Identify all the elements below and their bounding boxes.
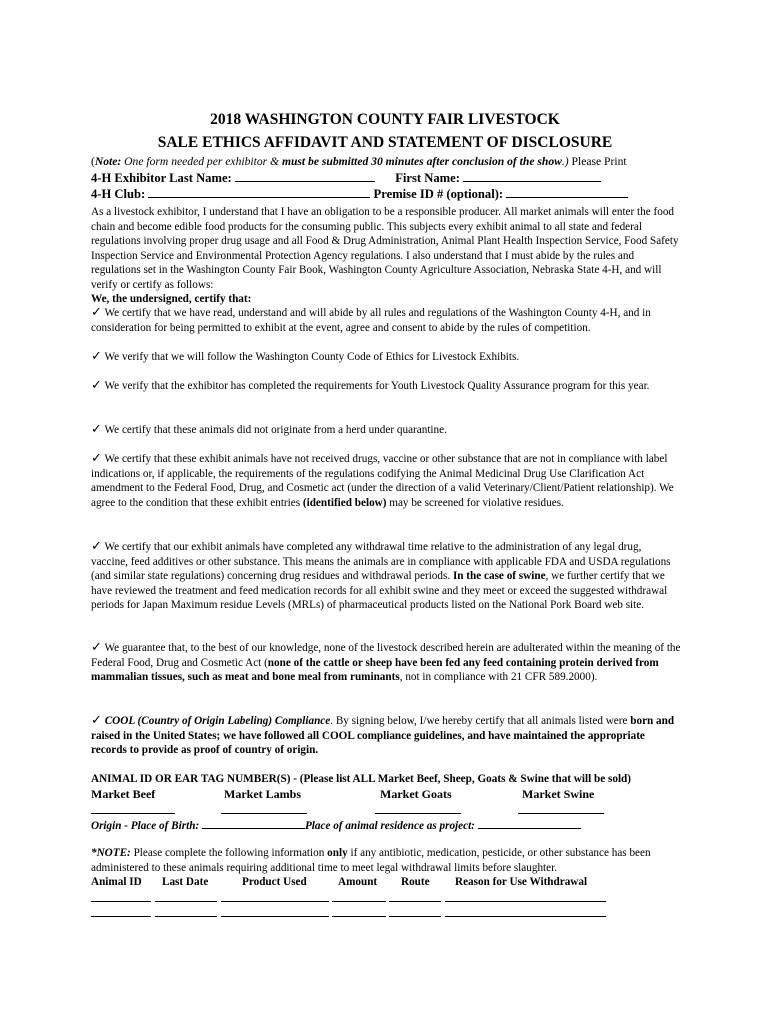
note-open-paren: (: [91, 155, 95, 168]
row1-route-field[interactable]: [389, 901, 441, 902]
checkmark-icon: ✓: [91, 305, 102, 320]
row1-product-field[interactable]: [221, 901, 329, 902]
header-amount: Amount: [338, 876, 378, 888]
item-code-of-ethics: [91, 350, 681, 365]
note-close-paren: .): [561, 155, 569, 168]
note-2-only: only: [327, 847, 348, 859]
club-field[interactable]: [148, 186, 370, 198]
note-deadline: must be submitted 30 minutes after conclusion of the show: [281, 155, 562, 168]
header-product-used: Product Used: [242, 876, 307, 888]
note-label: Note:: [94, 155, 122, 168]
market-beef-field[interactable]: [91, 813, 175, 814]
item-cool-compliance: [91, 714, 681, 758]
note-line: [91, 155, 627, 170]
item-adulteration: [91, 641, 681, 685]
row2-animal-id-field[interactable]: [91, 916, 151, 917]
birth-place-label: Origin - Place of Birth:: [91, 820, 200, 832]
residence-label: Place of animal residence as project:: [304, 820, 475, 832]
item-text-bold: In the case of swine: [452, 570, 546, 583]
market-swine-field[interactable]: [518, 813, 604, 814]
note-2-text-end: if any antibiotic, medication, pesticide, or other substance has been administered to these animals requiring additional time to meet legal withdrawal limits before slaughter.: [91, 847, 651, 874]
row2-amount-field[interactable]: [332, 916, 386, 917]
row2-last-date-field[interactable]: [155, 916, 217, 917]
market-goats-label: Market Goats: [380, 787, 452, 801]
club-row: [91, 186, 628, 202]
note-please-print: Please Print: [568, 155, 627, 168]
last-name-field[interactable]: [235, 170, 375, 182]
market-lambs-label: Market Lambs: [224, 787, 301, 801]
item-drug-compliance: [91, 452, 681, 510]
form-title-line-2: SALE ETHICS AFFIDAVIT AND STATEMENT OF DISCLOSURE: [157, 134, 613, 151]
residence-field[interactable]: [478, 817, 581, 829]
header-reason: Reason for Use Withdrawal: [455, 876, 588, 888]
row2-route-field[interactable]: [389, 916, 441, 917]
market-goats-field[interactable]: [375, 813, 461, 814]
item-rules-agreement: [91, 306, 681, 335]
header-last-date: Last Date: [162, 876, 209, 888]
animal-id-heading: ANIMAL ID OR EAR TAG NUMBER(S) - (Please list ALL Market Beef, Sheep, Goats & Swine that will be sold): [91, 773, 631, 785]
item-text: We certify that these animals did not originate from a herd under quarantine.: [104, 424, 447, 436]
premise-id-label: Premise ID # (optional):: [373, 187, 504, 201]
header-route: Route: [401, 876, 430, 888]
note-2: [91, 846, 681, 875]
intro-paragraph: As a livestock exhibitor, I understand that I have an obligation to be a responsible producer. All market animals will enter the food chain and become edible food products for the consuming public. This subjects every exhibit animal to all state and federal regulations involving proper drug usage and all Food & Drug Administration, Animal Plant Health Inspection Service, Food Safety Inspection Service and Environmental Protection Agency regulations. I also understand that I must abide by the rules and regulations set in the Washington County Fair Book, Washington County Agriculture Association, Nebraska State 4-H, and will verify or certify as follows:: [91, 206, 679, 291]
item-text-end: , we further certify that we have reviewed the treatment and feed medication records for all exhibit swine and they meet or exceed the suggested withdrawal periods for Japan Maximum residue Levels (MRLs) of pharmaceutical products listed on the National Pork Board web site.: [91, 570, 668, 612]
item-text: We certify that we have read, understand and will abide by all rules and regulations of the Washington County 4-H, and in consideration for being permitted to exhibit at the event, agree and consent to abide by the rules of competition.: [91, 307, 651, 334]
row2-reason-field[interactable]: [445, 916, 606, 917]
checkmark-icon: ✓: [91, 422, 102, 437]
item-text: . By signing below, I/we hereby certify that all animals listed were: [330, 715, 631, 727]
item-text-bold-italic: COOL (Country of Origin Labeling) Compliance: [104, 715, 331, 727]
row1-amount-field[interactable]: [332, 901, 386, 902]
exhibitor-name-row: [91, 170, 601, 186]
market-swine-label: Market Swine: [522, 787, 595, 801]
last-name-label: 4-H Exhibitor Last Name:: [91, 171, 232, 185]
item-text-bold: none of the cattle or sheep have been fed any feed containing protein derived from mammalian tissues, such as meat and bone meal from ruminants: [91, 656, 659, 684]
note-2-label: *NOTE:: [91, 847, 131, 859]
checkmark-icon: ✓: [91, 378, 102, 393]
item-text: We certify that these exhibit animals have not received drugs, vaccine or other substance that are not in compliance with label indications or, if applicable, the requirements of the regulations codifying the Animal Medicinal Drug Use Clarification Act amendment to the Federal Food, Drug, and Cosmetic act (under the direction of a valid Veterinary/Client/Patient relationship). We agree to the condition that these exhibit entries: [91, 453, 674, 509]
checkmark-icon: ✓: [91, 539, 102, 554]
checkmark-icon: ✓: [91, 640, 102, 655]
form-title-line-1: 2018 WASHINGTON COUNTY FAIR LIVESTOCK: [210, 111, 560, 128]
item-text: We verify that we will follow the Washington County Code of Ethics for Livestock Exhibits.: [104, 351, 520, 363]
item-withdrawal-time: [91, 540, 681, 613]
item-text-bold: born and raised in the United States; we have followed all COOL compliance guidelines, and have maintained the appropriate records to provide as proof of country of origin.: [91, 715, 675, 757]
row1-animal-id-field[interactable]: [91, 901, 151, 902]
row1-reason-field[interactable]: [445, 901, 606, 902]
header-animal-id: Animal ID: [91, 876, 142, 888]
note-text: One form needed per exhibitor &: [121, 155, 282, 168]
club-label: 4-H Club:: [91, 187, 146, 201]
premise-id-field[interactable]: [506, 186, 628, 198]
item-text: We verify that the exhibitor has completed the requirements for Youth Livestock Quality Assurance program for this year.: [104, 380, 650, 392]
birth-place-field[interactable]: [202, 817, 305, 829]
first-name-field[interactable]: [463, 170, 601, 182]
row2-product-field[interactable]: [221, 916, 329, 917]
note-2-text: Please complete the following information: [130, 847, 328, 859]
row1-last-date-field[interactable]: [155, 901, 217, 902]
checkmark-icon: ✓: [91, 451, 102, 466]
first-name-label: First Name:: [395, 171, 460, 185]
origin-row: [91, 817, 581, 834]
item-text-bold: (identified below): [302, 496, 387, 509]
item-text: We guarantee that, to the best of our knowledge, none of the livestock described herein are adulterated within the meaning of the Federal Food, Drug and Cosmetic Act (: [91, 642, 681, 669]
checkmark-icon: ✓: [91, 713, 102, 728]
item-quality-assurance: [91, 379, 681, 394]
market-lambs-field[interactable]: [221, 813, 307, 814]
item-quarantine: [91, 423, 681, 438]
item-text-end: may be screened for violative residues.: [386, 496, 564, 509]
market-beef-label: Market Beef: [91, 787, 156, 801]
item-text: We certify that our exhibit animals have completed any withdrawal time relative to the administration of any legal drug, vaccine, feed additives or other substance. This means the animals are in compliance with applicable FDA and USDA regulations (and similar state regulations) concerning drug residues and withdrawal periods.: [91, 541, 671, 583]
item-text-end: , not in compliance with 21 CFR 589.2000).: [399, 671, 598, 684]
checkmark-icon: ✓: [91, 349, 102, 364]
certify-heading: We, the undersigned, certify that:: [91, 293, 252, 305]
